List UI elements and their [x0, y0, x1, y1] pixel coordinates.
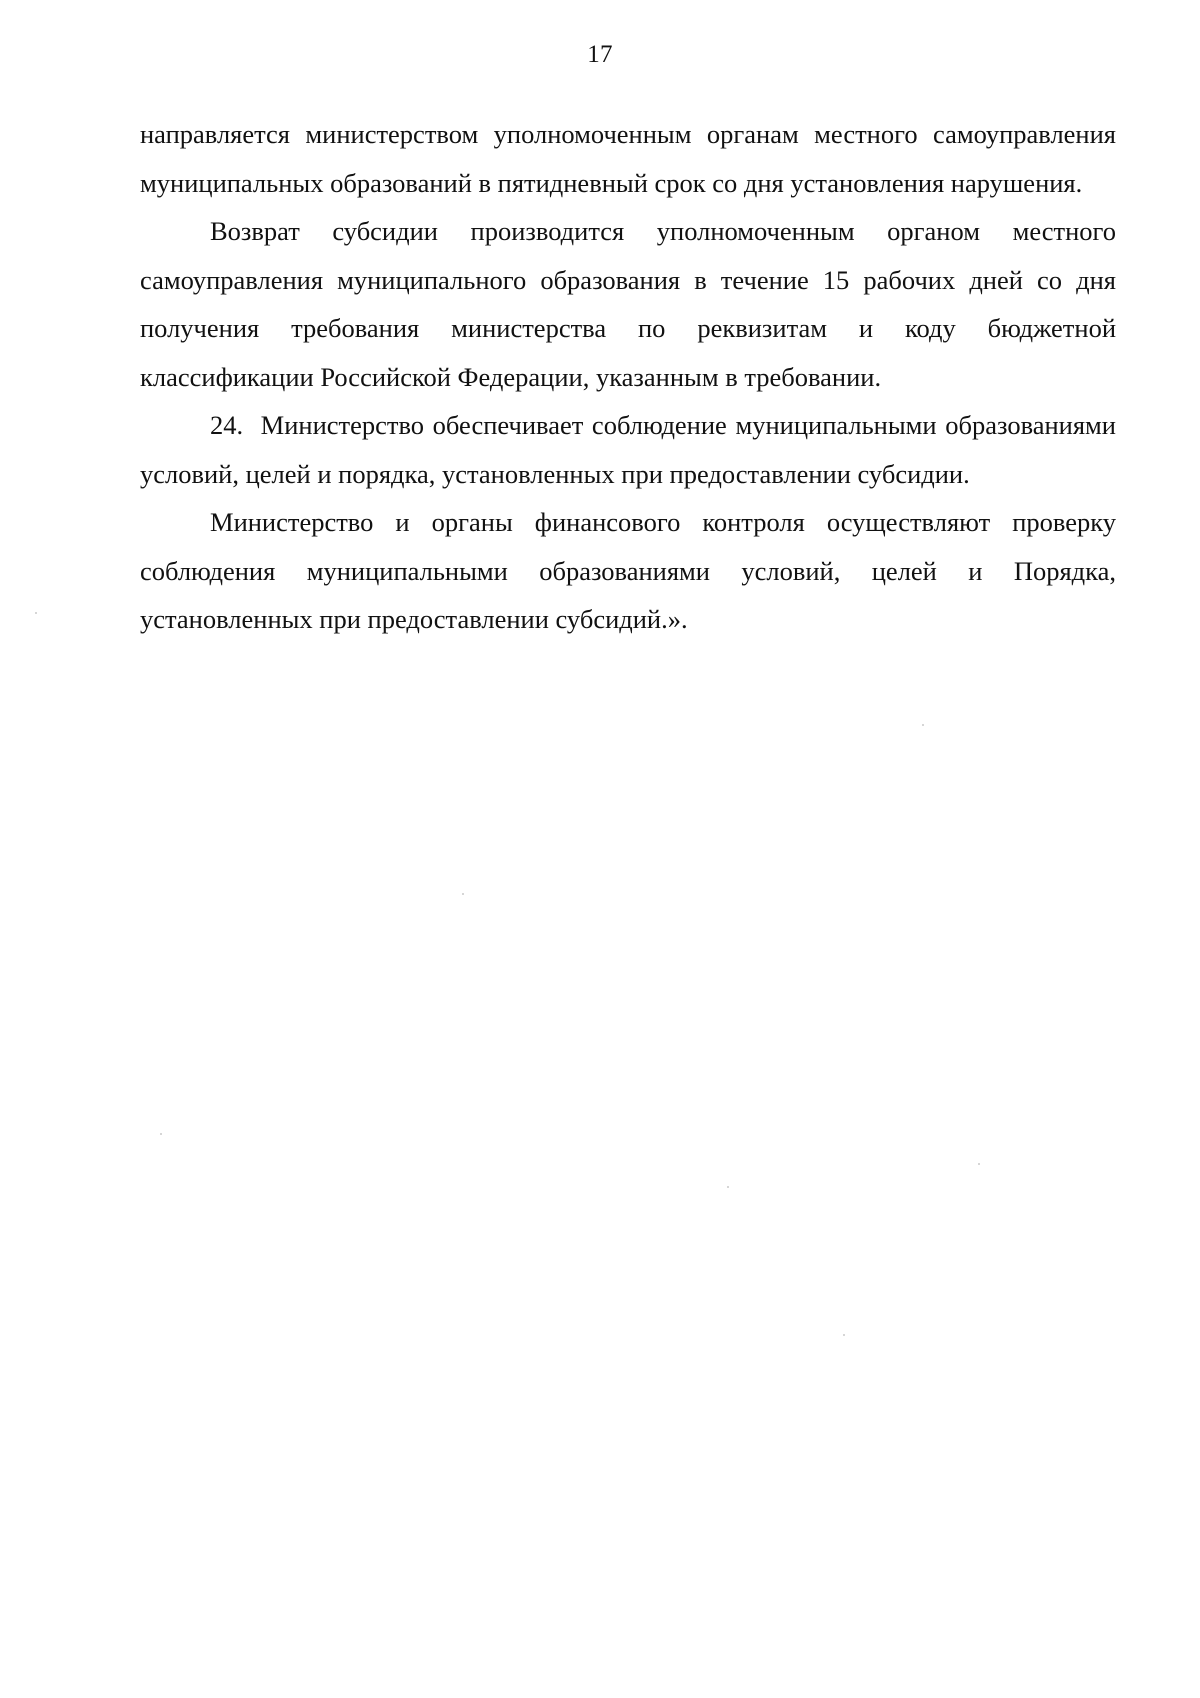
paragraph-item-24 [140, 401, 1116, 498]
scan-speck [978, 1163, 980, 1165]
document-body [140, 110, 1116, 644]
scan-speck [922, 724, 924, 726]
paragraph-financial-control: Министерство и органы финансового контроля осуществляют проверку соблюдения муниципальными образованиями условий, целей и Порядка, установленных при предоставлении субсидий.». [140, 507, 1116, 634]
page-number: 17 [587, 41, 613, 68]
scan-speck [727, 1186, 729, 1188]
item-number: 24. [210, 410, 244, 440]
scan-speck [843, 1334, 845, 1336]
item-24-text: Министерство обеспечивает соблюдение муниципальными образованиями условий, целей и порядка, установленных при предоставлении субсидии. [140, 410, 1116, 489]
paragraph-subsidy-return: Возврат субсидии производится уполномоченным органом местного самоуправления муниципального образования в течение 15 рабочих дней со дня получения требования министерства по реквизитам и коду бюджетной классификации Российской Федерации, указанным в требовании. [140, 216, 1116, 392]
scan-speck [160, 1133, 162, 1135]
scan-speck [462, 893, 464, 895]
paragraph-continuation: направляется министерством уполномоченным органам местного самоуправления муниципальных образований в пятидневный срок со дня установления нарушения. [140, 119, 1116, 198]
scan-speck [35, 612, 37, 614]
